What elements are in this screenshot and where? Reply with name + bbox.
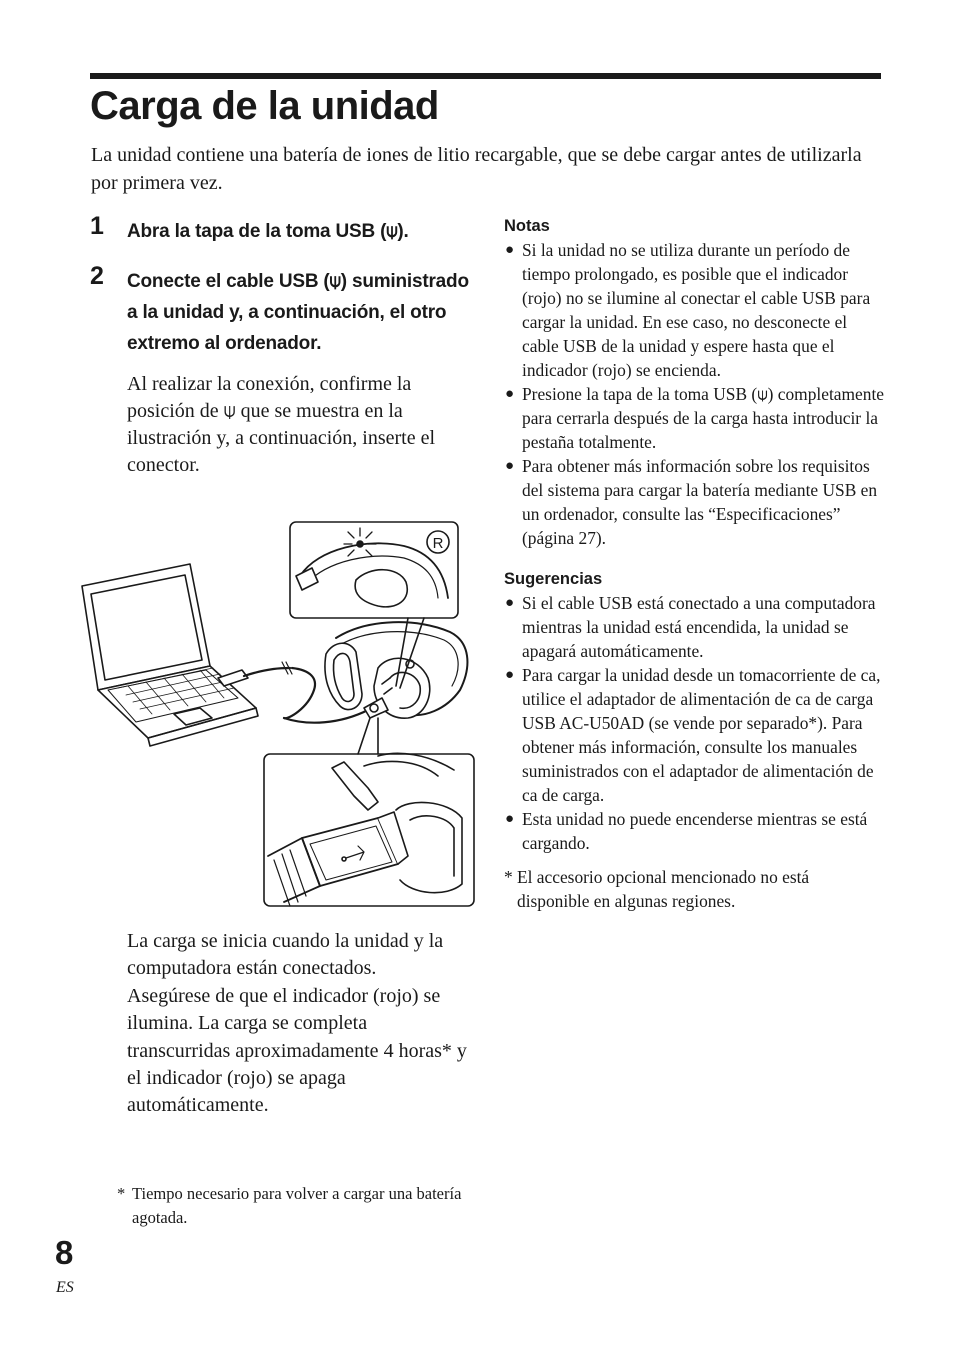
footnote-right — [504, 865, 884, 913]
list-item — [504, 591, 884, 663]
tips-heading: Sugerencias — [504, 570, 603, 588]
list-item-text: Para obtener más información sobre los requisitos del sistema para cargar la batería mediante USB en un ordenador, consulte las “Especificaciones” (página 27). — [522, 456, 878, 548]
list-item-text: Esta unidad no puede encenderse mientras se está cargando. — [522, 809, 868, 853]
bullet: ● — [505, 458, 515, 474]
step-instruction: Abra la tapa de la toma USB (⍦). — [127, 221, 409, 242]
list-item — [504, 663, 884, 807]
step-instruction: Conecte el cable USB (⍦) suministrado a la unidad y, a continuación, el otro extremo al ordenador. — [127, 271, 469, 354]
list-item — [504, 454, 884, 550]
list-item — [504, 382, 884, 454]
step-1 — [90, 212, 475, 247]
list-item-text: Si la unidad no se utiliza durante un período de tiempo prolongado, es posible que el indicador (rojo) no se ilumine al conectar el cable USB para cargar la unidad. En ese caso, no desconecte el cable USB de la unidad y espere hasta que el indicador (rojo) se encienda. — [522, 240, 871, 380]
footnote-text: Tiempo necesario para volver a cargar una batería agotada. — [132, 1184, 462, 1227]
footnote-text: El accesorio opcional mencionado no está disponible en algunas regiones. — [517, 867, 810, 911]
step-number: 2 — [90, 262, 104, 290]
notes-heading: Notas — [504, 217, 550, 235]
bullet: ● — [505, 595, 515, 611]
footnote-mark: * — [504, 867, 513, 887]
headphones-illustration — [325, 622, 467, 718]
bullet: ● — [505, 242, 515, 258]
list-item — [504, 238, 884, 382]
bullet: ● — [505, 811, 515, 827]
list-item-text: Para cargar la unidad desde un tomacorriente de ca, utilice el adaptador de alimentación de ca de carga USB AC-U50AD (se vende por separado*). Para obtener más información, consulte los manuales suministrados con el adaptador de alimentación de ca de carga. — [522, 665, 881, 805]
footnote-left — [117, 1182, 477, 1230]
charge-complete-text: Asegúrese de que el indicador (rojo) se ilumina. La carga se completa transcurridas aproximadamente 4 horas* y el indicador (rojo) se apaga automáticamente. — [127, 984, 467, 1117]
language-code: ES — [56, 1279, 74, 1296]
bullet: ● — [505, 386, 515, 402]
page-number: 8 — [55, 1234, 74, 1271]
laptop-illustration — [82, 564, 258, 746]
intro-paragraph: La unidad contiene una batería de iones de litio recargable, que se debe cargar antes de utilizarla por primera vez. — [91, 144, 862, 194]
step-detail: Al realizar la conexión, confirme la posición de ⍦ que se muestra en la ilustración y, a continuación, inserte el conector. — [127, 373, 436, 476]
top-rule — [90, 73, 881, 79]
step-2 — [90, 262, 475, 479]
steps-column — [90, 212, 475, 479]
usb-connection-illustration — [78, 518, 478, 910]
r-mark-label: R — [432, 535, 444, 552]
notes-list — [504, 238, 884, 550]
charge-start-text: La carga se inicia cuando la unidad y la computadora están conectados. — [127, 930, 444, 980]
charging-description — [127, 928, 475, 1120]
notes-column — [504, 214, 884, 913]
list-item — [504, 807, 884, 855]
usb-connector-callout — [264, 718, 474, 906]
step-number: 1 — [90, 212, 104, 240]
page-title: Carga de la unidad — [90, 84, 439, 128]
footnote-mark: * — [117, 1184, 126, 1203]
bullet: ● — [505, 667, 515, 683]
tips-list — [504, 591, 884, 855]
list-item-text: Presione la tapa de la toma USB (⍦) completamente para cerrarla después de la carga hasta introducir la pestaña totalmente. — [522, 384, 885, 452]
list-item-text: Si el cable USB está conectado a una computadora mientras la unidad está encendida, la unidad se apagará automáticamente. — [522, 593, 876, 661]
